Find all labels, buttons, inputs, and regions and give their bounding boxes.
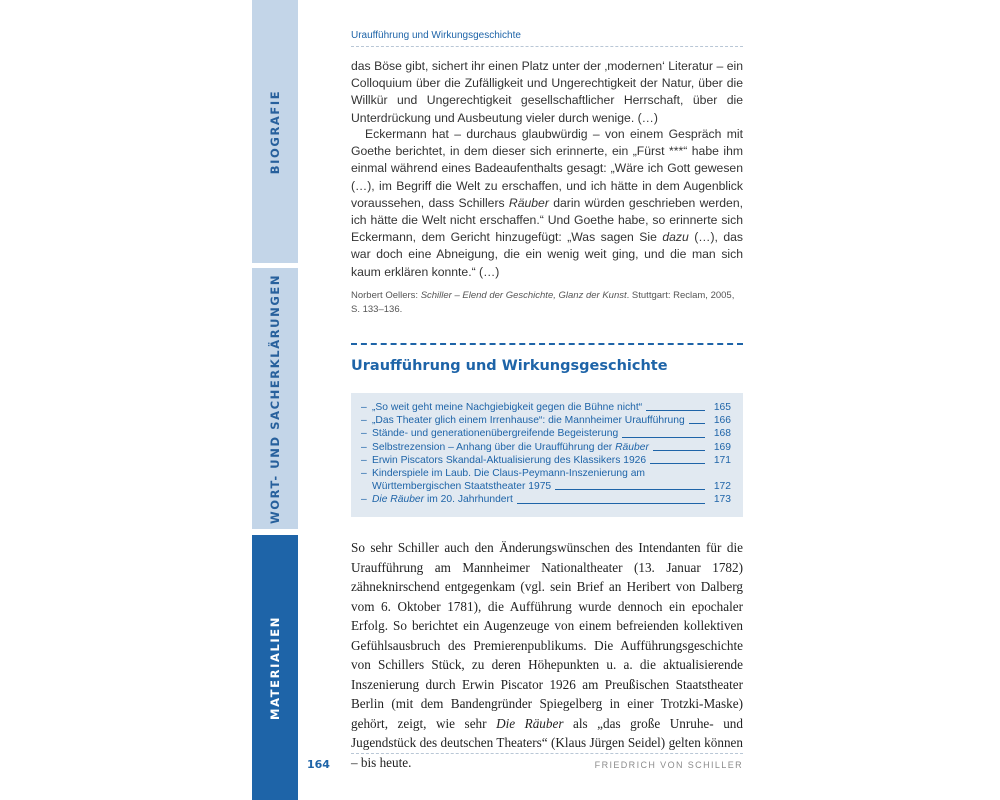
quote-italic-word: dazu <box>662 230 689 245</box>
quote-paragraph-1: das Böse gibt, sichert ihr einen Platz unter der ‚modernen‘ Literatur – ein Colloquium über die Zufälligkeit und Ungerechtigkeit der Natur, über die Willkür und Ungerechtigkeit gesellschaftlicher Herrschaft, über die Unterdrückung und Ausbeutung vieler durch wenige. (…) <box>351 59 743 125</box>
toc-dash: – <box>361 441 367 453</box>
toc-leader <box>622 437 705 438</box>
toc-label-text: im 20. Jahrhundert <box>424 494 513 506</box>
toc-dash: – <box>361 402 367 413</box>
quote-italic-title: Räuber <box>508 195 549 210</box>
toc-leader <box>650 463 705 464</box>
tab-biografie-label: BIOGRAFIE <box>268 89 282 174</box>
toc-label-italic: Die Räuber <box>372 494 425 506</box>
toc-page: 165 <box>713 402 731 413</box>
toc-dash: – <box>361 494 367 506</box>
toc-label: „Das Theater glich einem Irrenhause“: die Mannheimer Uraufführung <box>372 415 685 427</box>
toc-dash: – <box>361 428 367 440</box>
tab-materialien-label: MATERIALIEN <box>268 615 282 720</box>
quote-paragraph-2 <box>351 126 743 281</box>
toc-label-text: Selbstrezension – Anhang über die Uraufführung der <box>372 441 616 453</box>
toc-page: 166 <box>713 415 731 427</box>
toc-dash: – <box>361 415 367 427</box>
toc-label: Stände- und generationenübergreifende Begeisterung <box>372 428 619 440</box>
toc-label <box>372 441 649 454</box>
running-head: Uraufführung und Wirkungsgeschichte <box>351 30 521 41</box>
toc-item[interactable] <box>361 427 731 440</box>
page-number: 164 <box>307 758 330 771</box>
quote-text: darin würden geschrieben werden, ich hätte die Welt nicht erschaffen.“ Und Goethe habe, so erinnerte sich Eckermann, dem Gericht hinzugefügt: „Was sagen Sie <box>351 195 743 245</box>
body-paragraph <box>351 538 743 772</box>
body-text: So sehr Schiller auch den Änderungswünschen des Intendanten für die Uraufführung am Mannheimer Nationaltheater (13. Januar 1782) zähneknirschend entgegenkam (vgl. sein Brief an Heribert von Dalberg vom 6. Oktober 1781), die Aufführung wurde dennoch ein epochaler Erfolg. So berichtet ein Augenzeuge von einem befreienden kollektiven Gefühlsausbruch des Premierenpublikums. Die Aufführungsgeschichte von Schillers Stück, zu deren Höhepunkten u. a. die aktualisierende Inszenierung durch Erwin Piscator 1926 am Preußischen Staatstheater Berlin (mit dem Bandengründer Spiegelberg in einer Trotzki-Maske) gehört, zeigt, wie sehr <box>351 540 743 731</box>
table-of-contents <box>351 393 743 517</box>
toc-dash: – <box>361 468 367 480</box>
toc-label-italic: Räuber <box>615 441 649 453</box>
toc-leader <box>517 503 705 504</box>
toc-dash: – <box>361 454 367 466</box>
toc-label: „So weit geht meine Nachgiebigkeit gegen die Bühne nicht“ <box>372 402 643 413</box>
toc-item-continuation[interactable] <box>361 480 731 493</box>
toc-item[interactable] <box>361 441 731 454</box>
toc-label: Kinderspiele im Laub. Die Claus-Peymann-Inszenierung am <box>372 468 646 480</box>
quote-text: (…), das war doch eine Abneigung, die ein wenig weit ging, und die man sich kaum erklären konnte.“ (…) <box>351 230 743 279</box>
citation-author: Norbert Oellers: <box>351 290 421 301</box>
footer-divider <box>351 753 743 754</box>
toc-leader <box>646 410 705 411</box>
tab-wort-label: WORT- UND SACHERKLÄRUNGEN <box>268 273 283 524</box>
toc-leader <box>653 450 705 451</box>
tab-biografie[interactable] <box>252 0 298 263</box>
toc-label: Erwin Piscators Skandal-Aktualisierung des Klassikers 1926 <box>372 454 647 466</box>
citation-publisher: . Stuttgart: Reclam, 2005, S. 133–136. <box>351 290 735 315</box>
section-divider <box>351 343 743 345</box>
body-text: als „das große Unruhe- und Jugendstück des deutschen Theaters“ (Klaus Jürgen Seidel) gelten können – bis heute. <box>351 715 743 770</box>
toc-label: Württembergischen Staatstheater 1975 <box>372 481 552 493</box>
toc-page: 171 <box>713 454 731 466</box>
citation <box>351 289 743 317</box>
body-italic-title: Die Räuber <box>496 715 564 731</box>
toc-page: 169 <box>713 441 731 453</box>
toc-page: 173 <box>713 494 731 506</box>
toc-leader <box>555 489 705 490</box>
citation-title: Schiller – Elend der Geschichte, Glanz der Kunst <box>420 290 627 301</box>
toc-leader <box>689 423 705 424</box>
section-title: Uraufführung und Wirkungsgeschichte <box>351 358 668 374</box>
toc-page: 172 <box>713 481 731 493</box>
tab-materialien[interactable] <box>252 535 298 800</box>
chapter-sidebar <box>252 0 298 800</box>
toc-item[interactable] <box>361 401 731 414</box>
header-divider <box>351 46 743 47</box>
quote-text: Eckermann hat – durchaus glaubwürdig – von einem Gespräch mit Goethe berichtet, in dem dieser sich erinnerte, ein „Fürst ***“ habe ihm einmal während eines Badeaufenthalts gesagt: „Wäre ich Gott gewesen (…), im Begriff die Welt zu erschaffen, und ich hätte in dem Augenblick voraussehen, dass Schillers <box>351 127 743 210</box>
toc-item[interactable] <box>361 414 731 427</box>
toc-item[interactable] <box>361 493 731 506</box>
toc-label <box>372 493 513 506</box>
tab-wort-und-sacherklaerungen[interactable] <box>252 268 298 529</box>
toc-page: 168 <box>713 428 731 440</box>
book-title: FRIEDRICH VON SCHILLER <box>594 760 743 770</box>
toc-item[interactable] <box>361 454 731 467</box>
toc-item[interactable] <box>361 467 731 480</box>
